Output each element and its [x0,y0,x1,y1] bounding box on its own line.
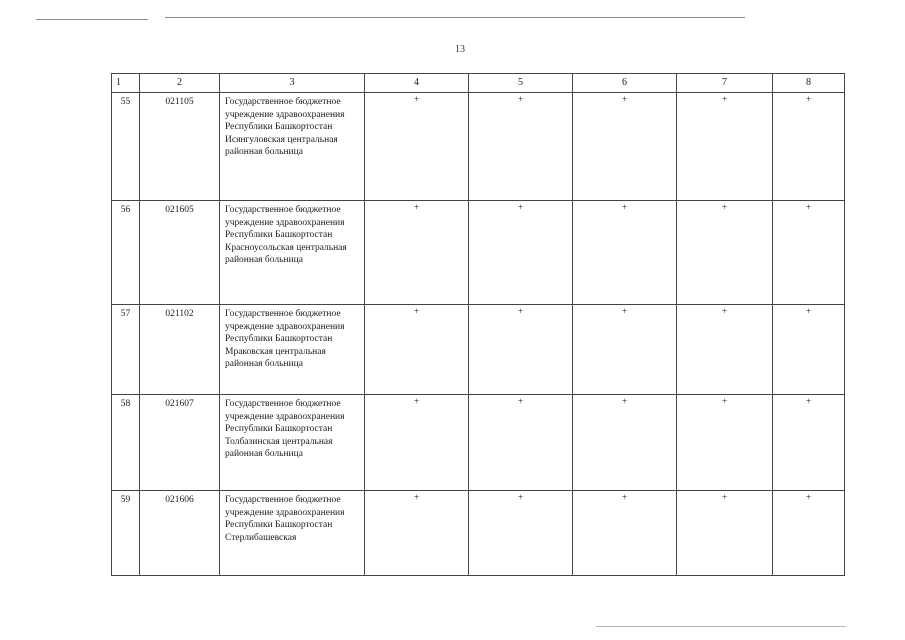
mark-cell: + [365,395,469,491]
mark-cell: + [773,305,845,395]
table-header-cell: 7 [677,74,773,93]
mark-cell: + [677,305,773,395]
page-number: 13 [455,44,465,55]
mark-cell: + [469,201,573,305]
mark-cell: + [677,395,773,491]
scan-edge-line-bottom [596,626,846,627]
table-header-cell: 8 [773,74,845,93]
table-row [112,93,845,201]
mark-cell: + [365,305,469,395]
mark-cell: + [677,93,773,201]
mark-cell: + [773,93,845,201]
row-number-cell: 57 [112,305,140,395]
scan-edge-line-right [165,17,745,18]
mark-cell: + [573,491,677,576]
mark-cell: + [365,93,469,201]
mark-cell: + [677,491,773,576]
table-header-row [112,74,845,93]
row-number-cell: 55 [112,93,140,201]
mark-cell: + [469,93,573,201]
institution-code-cell: 021605 [140,201,220,305]
mark-cell: + [573,305,677,395]
institution-name-cell: Государственное бюджетное учреждение здравоохранения Республики Башкортостан Толбазинская центральная районная больница [220,395,365,491]
table-header-cell: 6 [573,74,677,93]
mark-cell: + [573,395,677,491]
institution-code-cell: 021607 [140,395,220,491]
table-row [112,305,845,395]
mark-cell: + [365,201,469,305]
row-number-cell: 59 [112,491,140,576]
mark-cell: + [573,93,677,201]
mark-cell: + [573,201,677,305]
institution-code-cell: 021105 [140,93,220,201]
table-header-cell: 3 [220,74,365,93]
mark-cell: + [469,305,573,395]
mark-cell: + [773,491,845,576]
row-number-cell: 58 [112,395,140,491]
table-row [112,201,845,305]
table-header-cell: 1 [112,74,140,93]
mark-cell: + [773,395,845,491]
table-row [112,491,845,576]
mark-cell: + [677,201,773,305]
mark-cell: + [469,395,573,491]
institution-code-cell: 021606 [140,491,220,576]
table-header-cell: 2 [140,74,220,93]
institution-name-cell: Государственное бюджетное учреждение здравоохранения Республики Башкортостан Красноусольская центральная районная больница [220,201,365,305]
table-header-cell: 5 [469,74,573,93]
data-table [111,73,845,576]
row-number-cell: 56 [112,201,140,305]
institution-code-cell: 021102 [140,305,220,395]
mark-cell: + [773,201,845,305]
scan-edge-line-left [36,19,148,20]
table-header-cell: 4 [365,74,469,93]
institution-name-cell: Государственное бюджетное учреждение здравоохранения Республики Башкортостан Мраковская центральная районная больница [220,305,365,395]
institution-name-cell: Государственное бюджетное учреждение здравоохранения Республики Башкортостан Исянгуловская центральная районная больница [220,93,365,201]
mark-cell: + [469,491,573,576]
table-row [112,395,845,491]
mark-cell: + [365,491,469,576]
institution-name-cell: Государственное бюджетное учреждение здравоохранения Республики Башкортостан Стерлибашевская [220,491,365,576]
